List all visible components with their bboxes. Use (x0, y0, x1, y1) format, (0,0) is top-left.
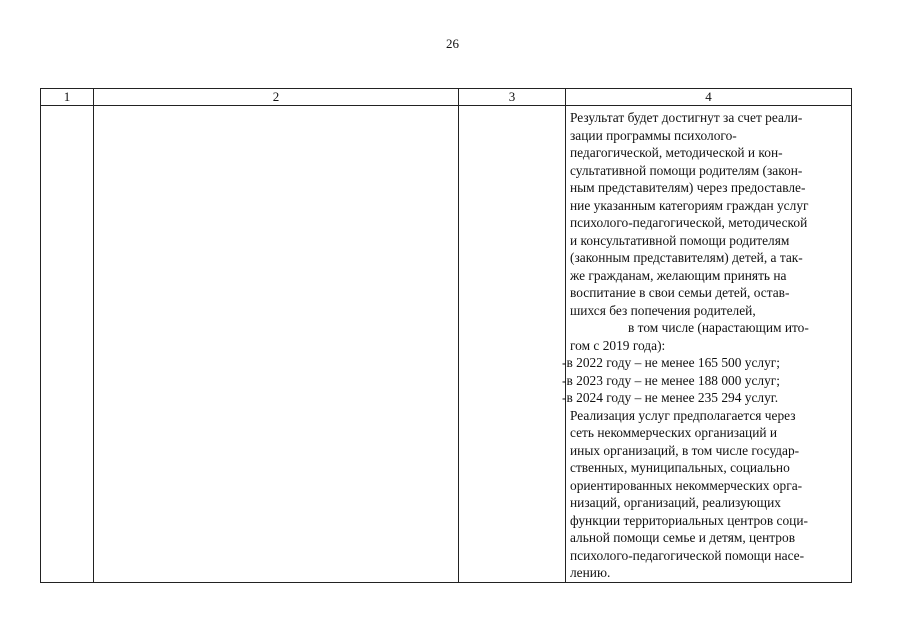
col4-line: функции территориальных центров соци- (570, 512, 808, 528)
cell-col-2 (94, 106, 459, 583)
col4-line: психолого-педагогической, методической (570, 215, 808, 230)
col4-line: альной помощи семье и детям, центров (570, 530, 796, 545)
col4-line: иных организаций, в том числе государ- (570, 442, 800, 458)
col4-line: сеть некоммерческих организаций и (570, 425, 778, 440)
table-header-row (41, 89, 852, 106)
col4-line: зации программы психолого- (570, 127, 737, 143)
column-header-4: 4 (566, 89, 852, 106)
column-header-3: 3 (459, 89, 566, 106)
col4-line: шихся без попечения родителей, (570, 302, 756, 318)
cell-col-1 (41, 106, 94, 583)
page-number: 26 (446, 36, 459, 51)
col4-line: низаций, организаций, реализующих (570, 495, 781, 510)
col4-line: же гражданам, желающим принять на (570, 267, 787, 283)
col4-line: психолого-педагогической помощи насе- (570, 547, 805, 563)
col4-line: в том числе (нарастающим ито- (628, 320, 809, 335)
col4-line: лению. (570, 565, 611, 580)
col4-line: ственных, муниципальных, социально (570, 460, 790, 475)
document-table (40, 88, 852, 583)
cell-col-3 (459, 106, 566, 583)
col4-line: (законным представителям) детей, а так- (570, 250, 803, 265)
col4-line: ориентированных некоммерческих орга- (570, 477, 803, 493)
col4-line: гом с 2019 года): (570, 337, 666, 353)
col4-line: педагогической, методической и кон- (570, 145, 783, 160)
col4-list-item: -в 2023 году – не менее 188 000 услуг; (562, 372, 780, 388)
col4-line: ным представителям) через предоставле- (570, 180, 806, 195)
col4-line: сультативной помощи родителям (закон- (570, 162, 803, 178)
col4-list-item: -в 2024 году – не менее 235 294 услуг. (562, 390, 779, 405)
col4-line: Реализация услуг предполагается через (570, 407, 796, 423)
column-header-1: 1 (41, 89, 94, 106)
col4-line: Результат будет достигнут за счет реали- (570, 110, 803, 125)
cell-col-4 (562, 106, 852, 583)
col4-line: воспитание в свои семьи детей, остав- (570, 285, 790, 300)
column-header-2: 2 (94, 89, 459, 106)
col4-list-item: -в 2022 году – не менее 165 500 услуг; (562, 355, 780, 370)
col4-line: и консультативной помощи родителям (570, 232, 790, 248)
col4-line: ние указанным категориям граждан услуг (570, 197, 809, 213)
table-row (41, 106, 852, 583)
